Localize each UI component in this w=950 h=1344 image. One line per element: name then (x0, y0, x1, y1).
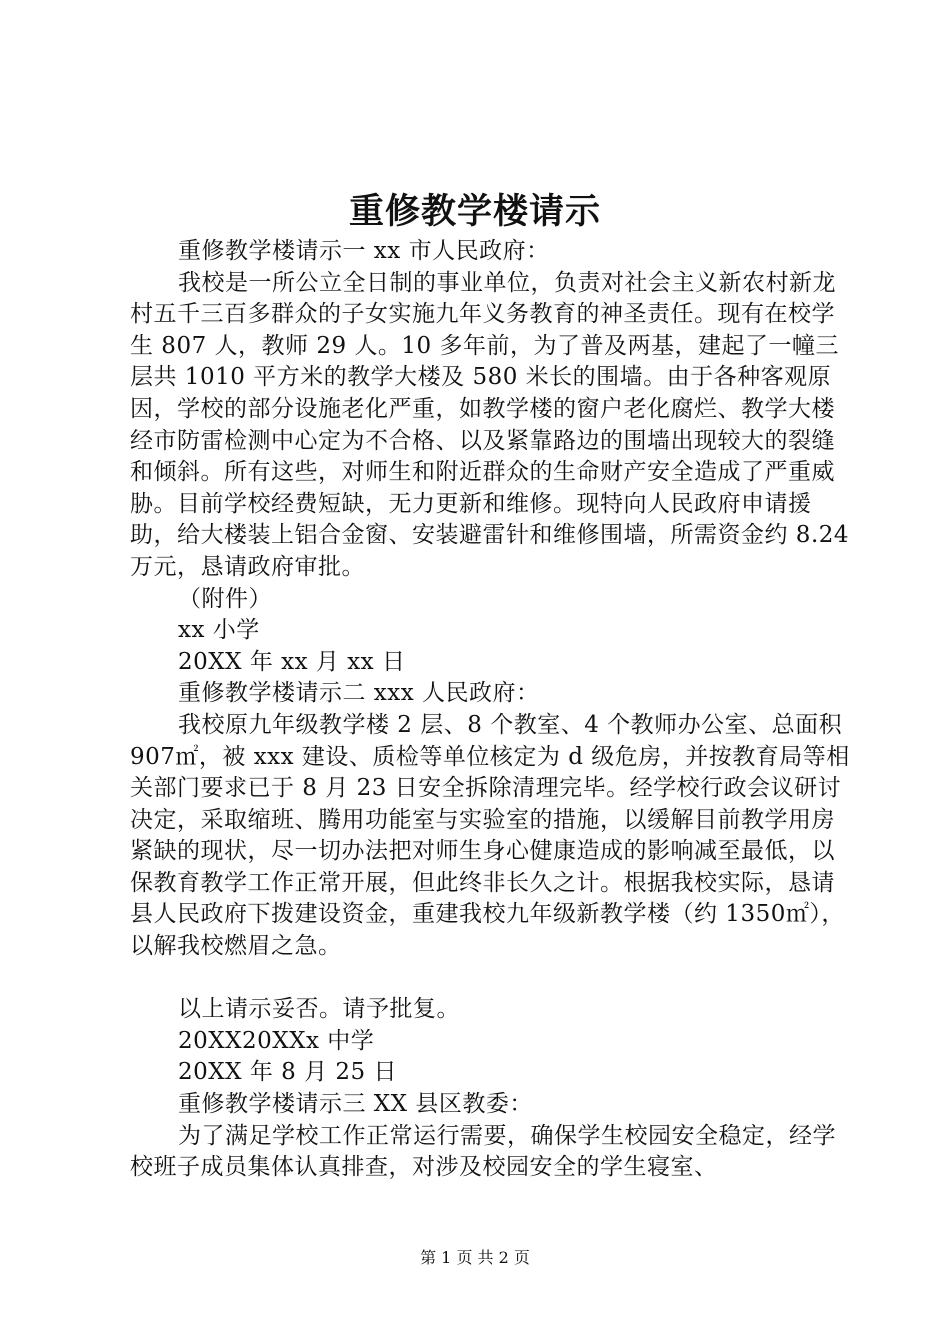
paragraph-signature-school-2: 20XX20XXx 中学 (178, 1027, 375, 1054)
document-title: 重修教学楼请示 (348, 191, 601, 232)
page-footer: 第 1 页 共 2 页 (420, 1248, 530, 1267)
paragraph-request-3-heading: 重修教学楼请示三 XX 县区教委： (178, 1091, 533, 1118)
paragraph-attachment: （附件） (178, 585, 272, 612)
paragraph-signature-date: 20XX 年 xx 月 xx 日 (178, 648, 406, 675)
paragraph-request-1-body: 我校是一所公立全日制的事业单位，负责对社会主义新农村新龙村五千三百多群众的子女实施九年义务教育的神圣责任。现有在校学生 807 人，教师 29 人。10 多年前，为了普及两基，建起了一幢三层共 1010 平方米的教学大楼及 580 米长的围墙。由于各种客观原因，学校的部分设施老化严重，如教学楼的窗户老化腐烂、教学大楼经市防雷检测中心定为不合格、以及紧靠路边的围墙出现较大的裂缝和倾斜。所有这些，对师生和附近群众的生命财产安全造成了严重威胁。目前学校经费短缺，无力更新和维修。现特向人民政府申请援助，给大楼装上铝合金窗、安装避雷针和维修围墙，所需资金约 8.24 万元，恳请政府审批。 (130, 269, 850, 580)
paragraph-closing: 以上请示妥否。请予批复。 (178, 996, 460, 1023)
document-body (130, 236, 850, 1184)
paragraph-request-2-body: 我校原九年级教学楼 2 层、8 个教室、4 个教师办公室、总面积 907㎡，被 xxx 建设、质检等单位核定为 d 级危房，并按教育局等相关部门要求已于 8 月 23 日安全拆除清理完毕。经学校行政会议研讨决定，采取缩班、腾用功能室与实验室的措施，以缓解目前教学用房紧缺的现状，尽一切办法把对师生身心健康造成的影响减至最低，以保教育教学工作正常开展，但此终非长久之计。根据我校实际，恳请县人民政府下拨建设资金，重建我校九年级新教学楼（约 1350㎡），以解我校燃眉之急。 (130, 711, 850, 960)
paragraph-request-1-heading: 重修教学楼请示一 xx 市人民政府： (178, 238, 550, 264)
paragraph-request-2-heading: 重修教学楼请示二 xxx 人民政府： (178, 680, 540, 707)
paragraph-request-3-body: 为了满足学校工作正常运行需要，确保学生校园安全稳定，经学校班子成员集体认真排查，对涉及校园安全的学生寝室、 (130, 1122, 836, 1181)
paragraph-signature-date-2: 20XX 年 8 月 25 日 (178, 1059, 397, 1086)
paragraph-signature-school: xx 小学 (178, 617, 260, 644)
